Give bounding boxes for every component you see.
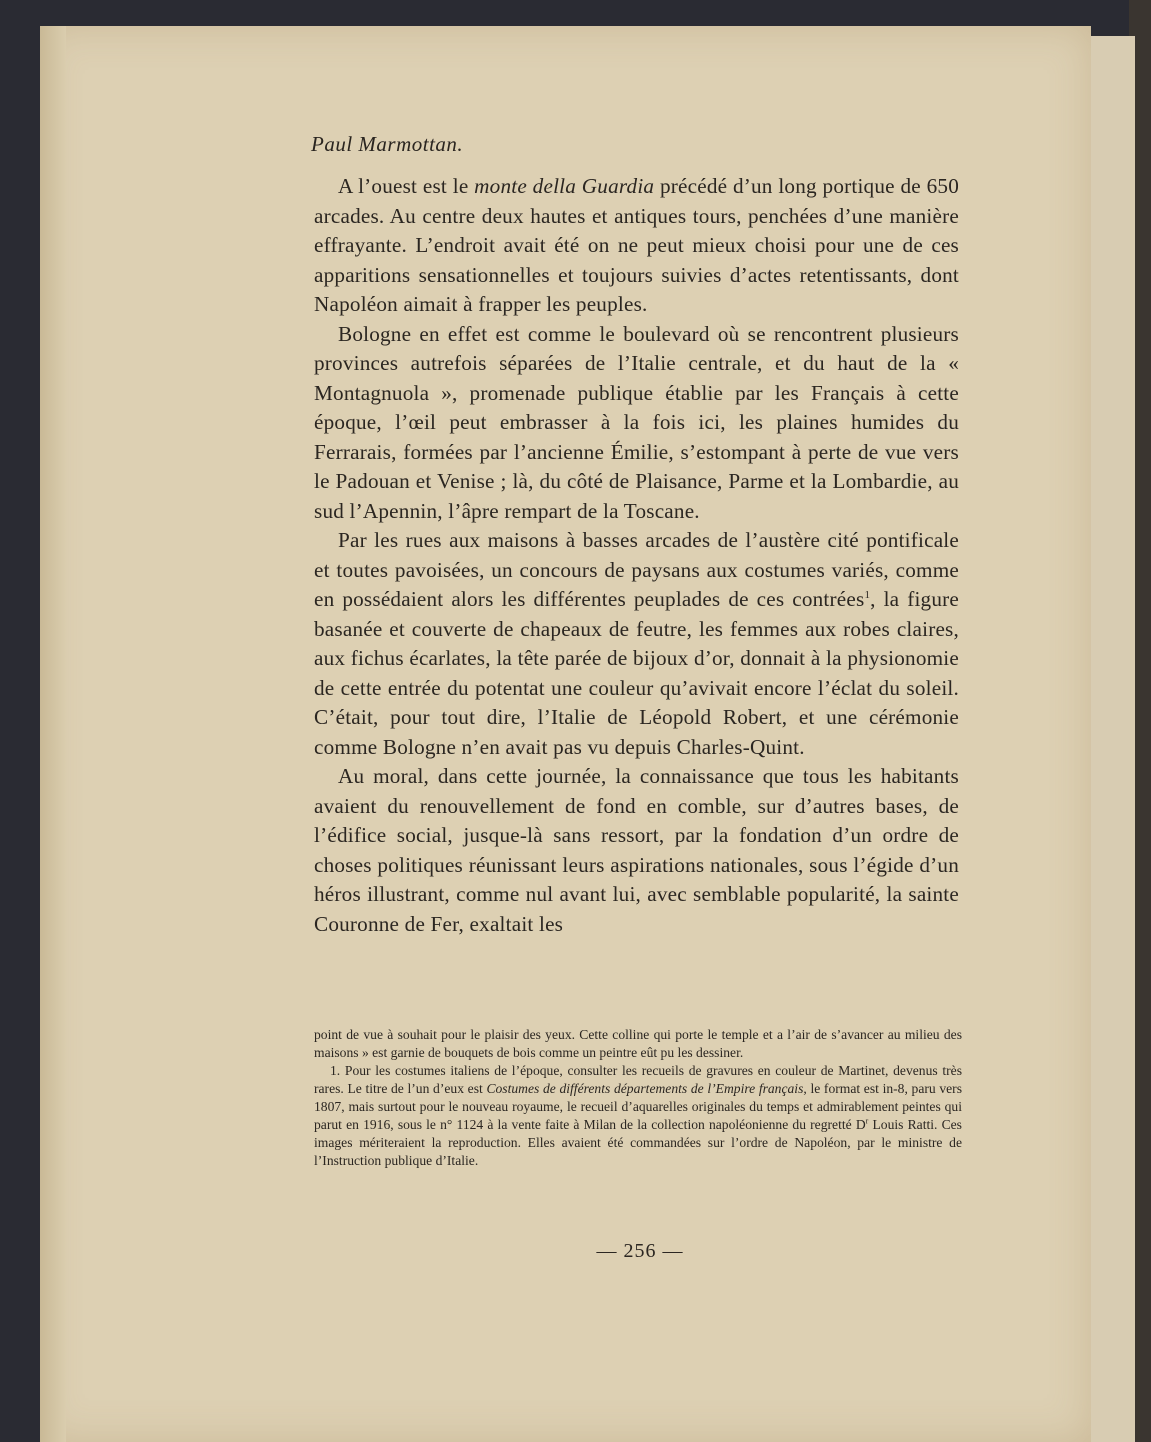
- page-gutter-edge: [40, 26, 66, 1442]
- running-header-author: Paul Marmottan.: [311, 132, 464, 156]
- main-text: [314, 172, 959, 939]
- paragraph-1: A l’ouest est le monte della Guardia précédé d’un long portique de 650 arcades. Au centre deux hautes et antiques tours, penchées d’une manière effrayante. L’endroit avait été on ne peut mieux choisi pour une de ces apparitions sensationnelles et toujours suivies d’actes retentissants, dont Napoléon aimait à frapper les peuples.: [314, 174, 959, 316]
- paragraph-3: Par les rues aux maisons à basses arcades de l’austère cité pontificale et toutes pavoisées, un concours de paysans aux costumes variés, comme en possédaient alors les différentes peuplades de ces contrées$^1$, la figure basanée et couverte de chapeaux de feutre, les femmes aux robes claires, aux fichus écarlates, la tête parée de bijoux d’or, donnait à la physionomie de cette entrée du potentat une couleur qu’avivait encore l’éclat du soleil. C’était, pour tout dire, l’Italie de Léopold Robert, et une cérémonie comme Bologne n’en avait pas vu depuis Charles-Quint.: [314, 528, 959, 759]
- footnote-title-italic: Costumes de différents départements de l’Empire français: [486, 1081, 804, 1096]
- paragraph-2: Bologne en effet est comme le boulevard où se rencontrent plusieurs provinces autrefois séparées de l’Italie centrale, et du haut de la « Montagnuola », promenade publique établie par les Français à cette époque, l’œil peut embrasser à la fois ici, les plaines humides du Ferrarais, formées par l’ancienne Émilie, s’estompant à perte de vue vers le Padouan et Venise ; là, du côté de Plaisance, Parme et la Lombardie, au sud l’Apennin, l’âpre rempart de la Toscane.: [314, 321, 959, 523]
- footnote-continuation: point de vue à souhait pour le plaisir des yeux. Cette colline qui porte le temple et a l’air de s’avancer au milieu des maisons » est garnie de bouquets de bois comme un peintre eût pu les dessiner.: [314, 1027, 962, 1060]
- paragraph-4: Au moral, dans cette journée, la connaissance que tous les habitants avaient du renouvellement de fond en comble, sur d’autres bases, de l’édifice social, jusque-là sans ressort, par la fondation d’un ordre de choses politiques réunissant leurs aspirations nationales, sous l’égide d’un héros illustrant, comme nul avant lui, avec semblable popularité, la sainte Couronne de Fer, exaltait les: [314, 764, 959, 936]
- footnotes: [314, 1026, 962, 1170]
- page-number: — 256 —: [596, 1240, 684, 1262]
- footnote-1: 1. Pour les costumes italiens de l’époque, consulter les recueils de gravures en couleur de Martinet, devenus très rares. Le titre de l’un d’eux est Costumes de différents départements de l’Empire français, le format est in-8, paru vers 1807, mais surtout pour le nouveau royaume, le recueil d’aquarelles originales du temps et admirablement peintes qui parut en 1916, sous le n° 1124 à la vente faite à Milan de la collection napoléonienne du regretté $D^r$ Louis Ratti. Ces images mériteraient la reproduction. Elles avaient été commandées sur l’ordre de Napoléon, par le ministre de l’Instruction publique d’Italie.: [314, 1063, 962, 1168]
- place-name-italic: monte della Guardia: [474, 174, 655, 198]
- footnote-marker: 1: [864, 588, 871, 601]
- scanner-background-left: [0, 0, 44, 1442]
